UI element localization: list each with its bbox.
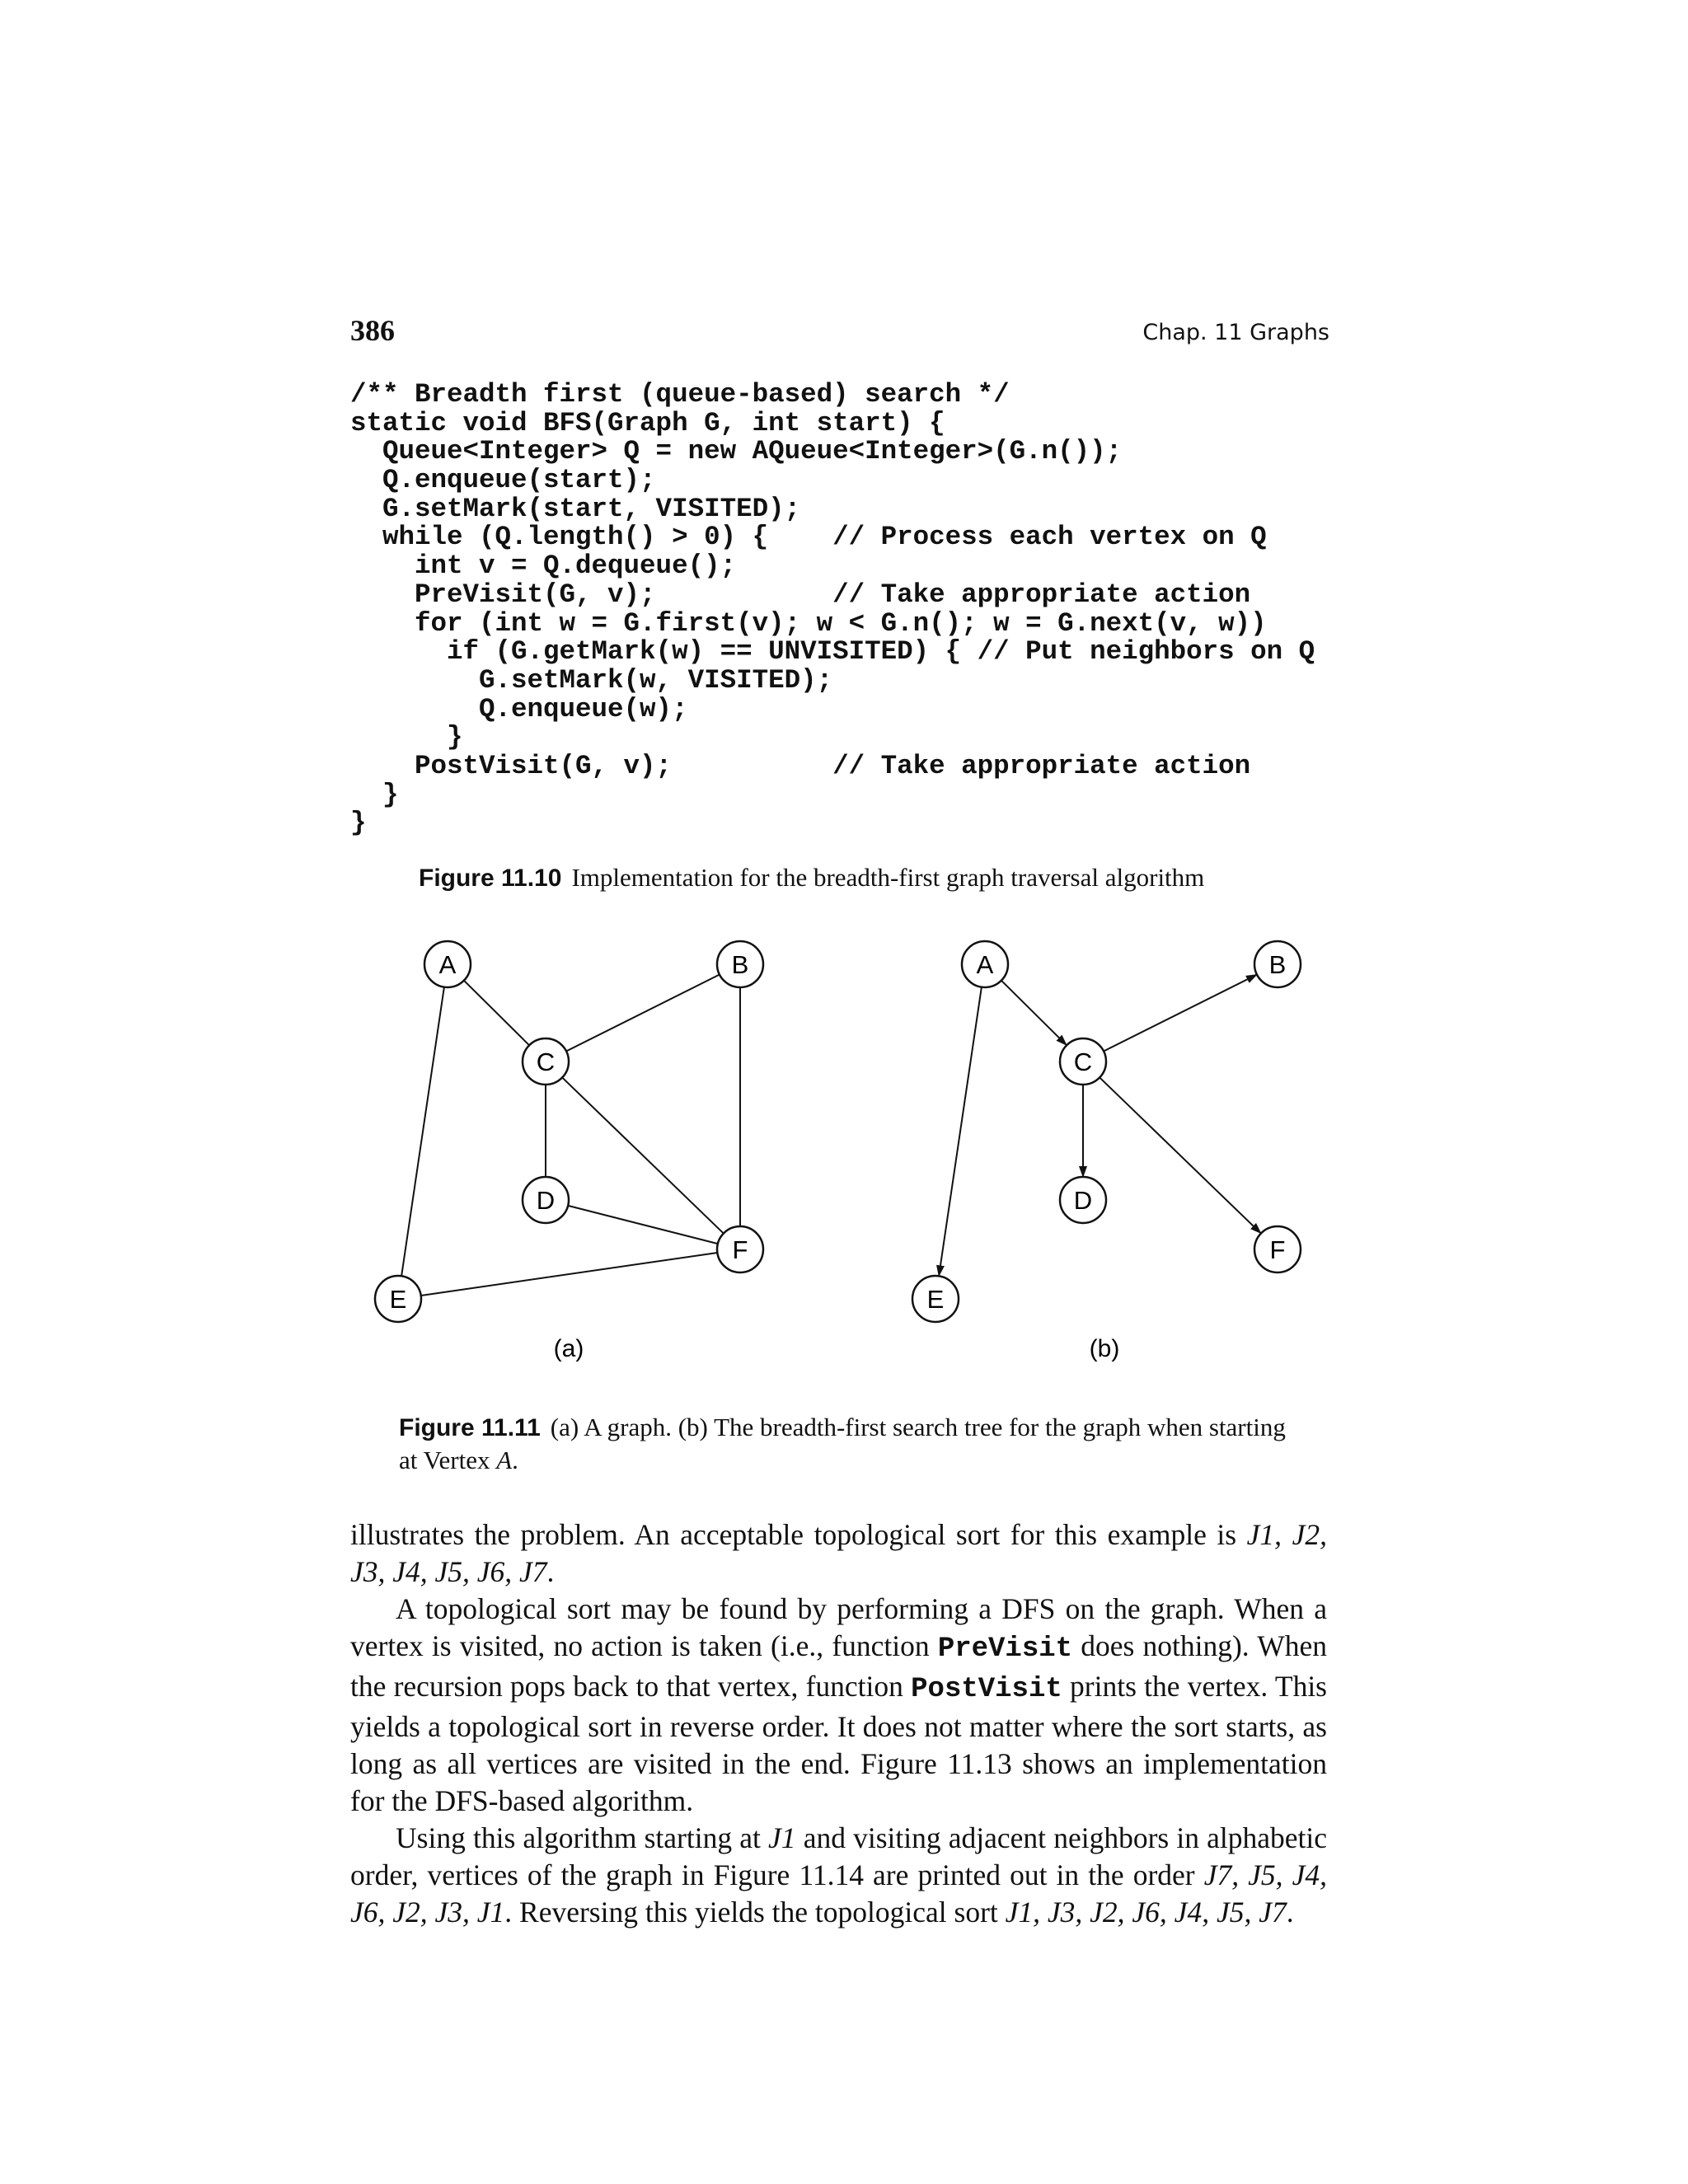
code-line: } bbox=[350, 722, 463, 753]
edge-A-C bbox=[1001, 981, 1067, 1046]
vertex-label: A bbox=[976, 950, 994, 979]
vertex-label: E bbox=[389, 1285, 407, 1314]
text-run: Using this algorithm starting at bbox=[396, 1821, 769, 1854]
caption-end: . bbox=[512, 1446, 518, 1474]
caption-text: Implementation for the breadth-first graph traversal algorithm bbox=[571, 863, 1205, 892]
vertex-name: J1 bbox=[768, 1821, 796, 1854]
code-line: Q.enqueue(w); bbox=[350, 693, 688, 724]
edge-D-F bbox=[568, 1206, 718, 1244]
text-run: A topological sort may be found by performing a DFS on the graph. When a vertex is visited, no action is taken (i.e., function bbox=[350, 1592, 1327, 1662]
caption-text: (a) A graph. (b) The breadth-first search tree for the graph when starting at Vertex bbox=[399, 1413, 1286, 1474]
code-line: PostVisit(G, v); // Take appropriate action bbox=[350, 750, 1251, 781]
vertex-label: B bbox=[731, 950, 749, 979]
graph-a bbox=[375, 941, 763, 1322]
vertex-label: A bbox=[438, 950, 457, 979]
figure-11-11-graphs bbox=[0, 915, 1688, 1376]
paragraph bbox=[350, 1591, 1327, 1820]
edge-C-F bbox=[1100, 1077, 1261, 1233]
figure-11-10-caption bbox=[419, 861, 1204, 894]
vertex-label: C bbox=[1073, 1047, 1093, 1076]
code-line: G.setMark(w, VISITED); bbox=[350, 664, 833, 696]
figure-label: Figure 11.11 bbox=[399, 1414, 541, 1441]
figure-label: Figure 11.10 bbox=[419, 865, 562, 892]
sort-sequence: J1, J3, J2, J6, J4, J5, J7 bbox=[1005, 1896, 1287, 1929]
code-line: int v = Q.dequeue(); bbox=[350, 551, 737, 582]
code-line: if (G.getMark(w) == UNVISITED) { // Put neighbors on Q bbox=[350, 636, 1315, 668]
page-number: 386 bbox=[350, 314, 395, 347]
text-run: illustrates the problem. An acceptable topological sort for this example is bbox=[350, 1518, 1247, 1551]
edge-A-C bbox=[464, 981, 529, 1046]
inline-code: PostVisit bbox=[911, 1674, 1062, 1705]
code-line: for (int w = G.first(v); w < G.n(); w = G.next(v, w)) bbox=[350, 607, 1267, 639]
vertex-label: D bbox=[1073, 1186, 1093, 1215]
text-run: . bbox=[1286, 1896, 1294, 1929]
running-head: Chap. 11 Graphs bbox=[1142, 320, 1329, 345]
code-line: Q.enqueue(start); bbox=[350, 465, 656, 496]
graph-b bbox=[912, 941, 1301, 1322]
edge-C-B bbox=[566, 975, 720, 1052]
text-run: . bbox=[546, 1555, 555, 1588]
vertex-label: B bbox=[1268, 950, 1287, 979]
figure-11-11-caption bbox=[399, 1411, 1306, 1476]
code-line: G.setMark(start, VISITED); bbox=[350, 493, 801, 524]
vertex-label: F bbox=[1269, 1235, 1286, 1264]
vertex-label: F bbox=[732, 1235, 748, 1264]
code-line: Queue<Integer> Q = new AQueue<Integer>(G.n()); bbox=[350, 436, 1123, 467]
print-sequence: J7, J5, J4, J6, J2, J3, J1 bbox=[350, 1858, 1328, 1929]
graph-b-label: (b) bbox=[1089, 1335, 1120, 1362]
edge-C-B bbox=[1104, 975, 1257, 1052]
code-line: } bbox=[350, 779, 399, 810]
sort-sequence: J1, J2, J3, J4, J5, J6, J7 bbox=[350, 1518, 1327, 1588]
text-run: . Reversing this yields the topological sort bbox=[504, 1896, 1006, 1929]
text-run: and visiting adjacent neighbors in alphabetic order, vertices of the graph in Figure 11.14 are printed out in the order bbox=[350, 1821, 1327, 1891]
graph-a-label: (a) bbox=[553, 1335, 584, 1362]
vertex-label: C bbox=[536, 1047, 556, 1076]
body-text bbox=[350, 1516, 1327, 1931]
edge-A-E bbox=[401, 987, 444, 1277]
code-line: /** Breadth first (queue-based) search */ bbox=[350, 379, 1010, 410]
text-run: prints the vertex. This yields a topological sort in reverse order. It does not matter where the sort starts, as long as all vertices are visited in the end. Figure 11.13 shows an implementation for the DFS-based algorithm. bbox=[350, 1670, 1327, 1817]
edge-E-F bbox=[421, 1253, 718, 1296]
vertex-label: D bbox=[536, 1186, 556, 1215]
text-run: does nothing). When the recursion pops back to that vertex, function bbox=[350, 1629, 1327, 1703]
paragraph bbox=[350, 1820, 1327, 1931]
caption-vertex: A bbox=[496, 1446, 513, 1474]
vertex-label: E bbox=[926, 1285, 945, 1314]
paragraph bbox=[350, 1516, 1327, 1591]
inline-code: PreVisit bbox=[937, 1633, 1073, 1665]
code-line: PreVisit(G, v); // Take appropriate action bbox=[350, 579, 1251, 610]
bfs-code-listing bbox=[350, 381, 1315, 838]
code-line: } bbox=[350, 808, 367, 839]
edge-A-E bbox=[939, 987, 982, 1277]
code-line: static void BFS(Graph G, int start) { bbox=[350, 407, 945, 438]
code-line: while (Q.length() > 0) { // Process each vertex on Q bbox=[350, 522, 1267, 553]
